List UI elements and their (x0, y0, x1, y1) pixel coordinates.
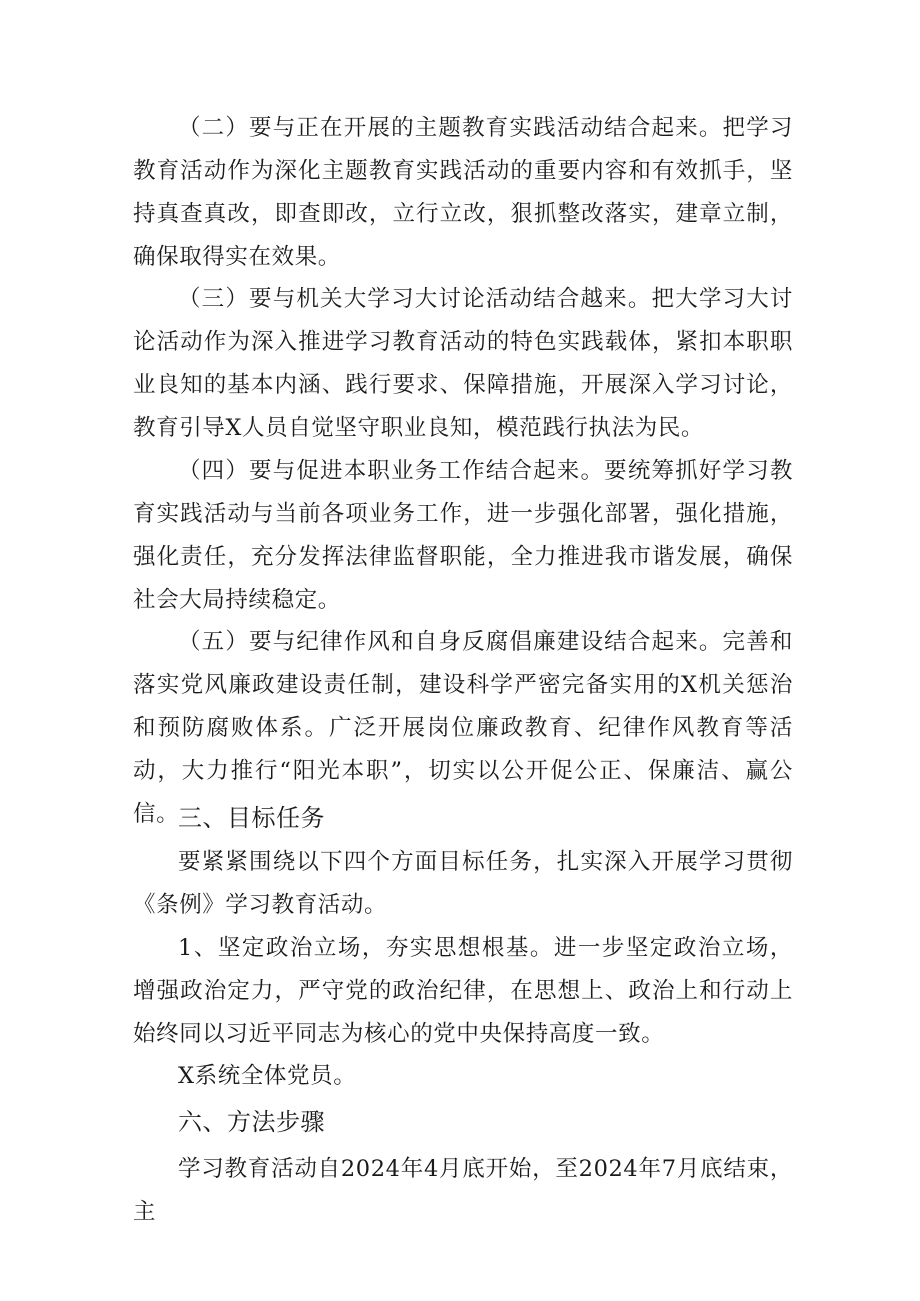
paragraph-4-integrate-business-work: （四）要与促进本职业务工作结合起来。要统筹抓好学习教育实践活动与当前各项业务工作，进一步强化部署，强化措施，强化责任，充分发挥法律监督职能，全力推进我市谐发展，确保社会大局持续稳定。 (133, 458, 793, 613)
section-heading-method-steps: 六、方法步骤 (178, 1108, 325, 1136)
paragraph-2-integrate-theme-education: （二）要与正在开展的主题教育实践活动结合起来。把学习教育活动作为深化主题教育实践活动的重要内容和有效抓手，坚持真查真改，即查即改，立行立改，狠抓整改落实，建章立制，确保取得实在效果。 (133, 115, 793, 270)
section-heading-goals: 三、目标任务 (178, 804, 325, 832)
paragraph-all-party-members: X系统全体党员。 (178, 1063, 357, 1089)
paragraph-goals-intro: 要紧紧围绕以下四个方面目标任务，扎实深入开展学习贯彻《条例》学习教育活动。 (133, 849, 793, 918)
paragraph-5-integrate-discipline: （五）要与纪律作风和自身反腐倡廉建设结合起来。完善和落实党风廉政建设责任制，建设科学严密完备实用的X机关惩治和预防腐败体系。广泛开展岗位廉政教育、纪律作风教育等活动，大力推行“阳光本职”，切实以公开促公正、保廉洁、赢公信。 (133, 629, 793, 827)
paragraph-activity-period: 学习教育活动自2024年4月底开始，至2024年7月底结束，主 (133, 1156, 793, 1225)
paragraph-goal-1-political-stance: 1、坚定政治立场，夯实思想根基。进一步坚定政治立场，增强政治定力，严守党的政治纪律，在思想上、政治上和行动上始终同以习近平同志为核心的党中央保持高度一致。 (133, 935, 793, 1047)
paragraph-3-integrate-study-discussion: （三）要与机关大学习大讨论活动结合越来。把大学习大讨论活动作为深入推进学习教育活动的特色实践载体，紧扣本职职业良知的基本内涵、践行要求、保障措施，开展深入学习讨论，教育引导X人员自觉坚守职业良知，模范践行执法为民。 (133, 286, 793, 441)
